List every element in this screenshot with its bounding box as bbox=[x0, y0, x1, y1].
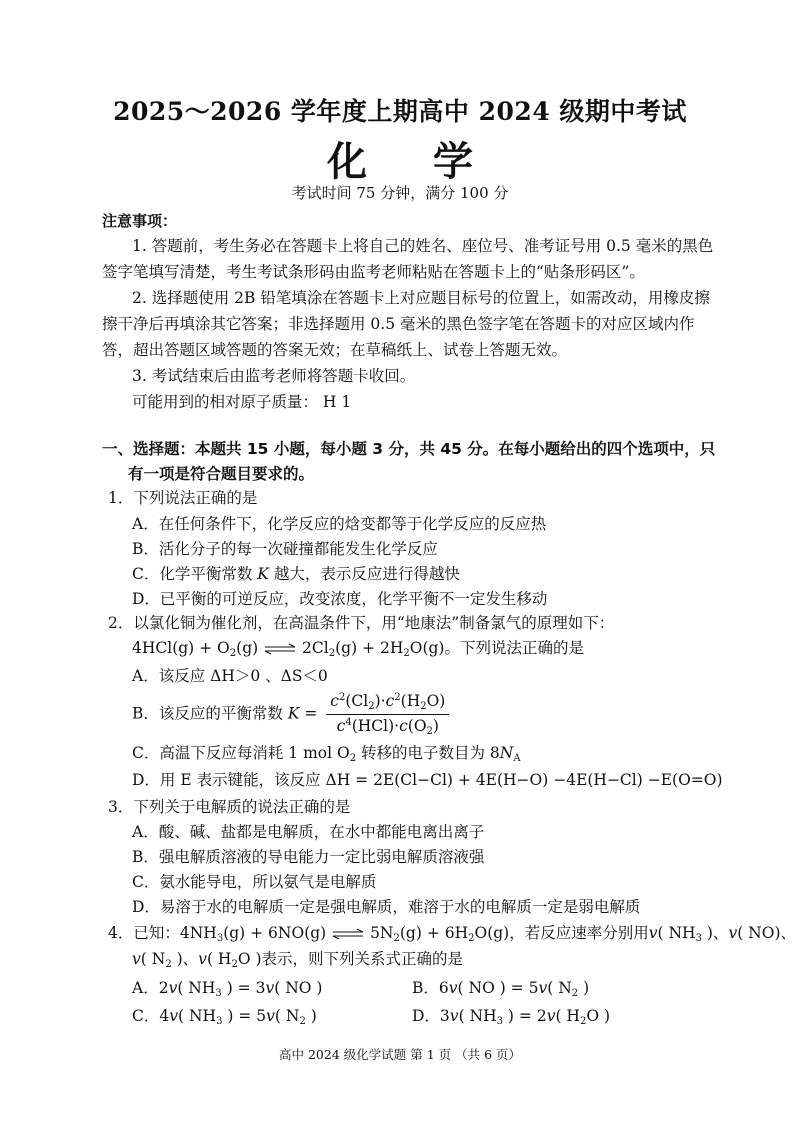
question-3-stem: 3．下列关于电解质的说法正确的是 bbox=[108, 798, 351, 816]
question-1-stem: 1．下列说法正确的是 bbox=[108, 489, 258, 507]
question-2-option-c-pre: C．高温下反应每消耗 1 mol O bbox=[132, 744, 350, 762]
question-4-option-c: C．4v( $NH_3$ ) = 5v( $N_2$ ) bbox=[132, 1007, 317, 1027]
notice-item-2-line3: 答，超出答题区域答题的答案无效；在草稿纸上、试卷上答题无效。 bbox=[102, 341, 568, 359]
question-3-option-b: B．强电解质溶液的导电能力一定比弱电解质溶液强 bbox=[132, 848, 485, 866]
question-2-stem-post: 。下列说法正确的是 bbox=[444, 639, 584, 657]
equilibrium-constant-fraction bbox=[326, 692, 449, 737]
notice-item-3 bbox=[102, 363, 700, 415]
notice-item-1-line2: 签字笔填写清楚，考生考试条形码由监考老师粘贴在答题卡上的“贴条形码区”。 bbox=[102, 263, 645, 281]
section-1-line2: 有一项是符合题目要求的。 bbox=[128, 465, 315, 483]
exam-time-info: 考试时间 75 分钟，满分 100 分 bbox=[291, 184, 509, 202]
notice-heading: 注意事项： bbox=[102, 212, 178, 230]
question-1-option-c-pre: C．化学平衡常数 bbox=[132, 565, 258, 583]
question-1-option-a: A．在任何条件下，化学反应的焓变都等于化学反应的反应热 bbox=[132, 515, 547, 533]
question-2-option-c: C．高温下反应每消耗 1 mol $O_2$ 转移的电子数目为 $8N_A$ bbox=[132, 744, 521, 764]
equilibrium-arrow-icon bbox=[331, 927, 365, 941]
equation-products: $2Cl_2(g) + 2H_2O(g)$ bbox=[302, 639, 445, 659]
fraction-denominator: $c^4(HCl)\cdot c(O_2)$ bbox=[336, 717, 439, 737]
question-4-stem-line2: v( $N_2$ )、v( $H_2O$ )表示，则下列关系式正确的是 bbox=[132, 950, 464, 970]
question-4-option-d: D．3v( $NH_3$ ) = 2v( $H_2O$ ) bbox=[412, 1007, 611, 1027]
exam-title: 2025～2026 学年度上期高中 2024 级期中考试 bbox=[113, 97, 687, 126]
fraction-numerator: $c^2(Cl_2)\cdot c^2(H_2O)$ bbox=[326, 692, 449, 715]
subject-title: 化 学 bbox=[327, 138, 499, 185]
section-1-line1: 一、选择题：本题共 15 小题，每小题 3 分，共 45 分。在每小题给出的四个选项中，只 bbox=[102, 440, 716, 458]
page-footer: 高中 2024 级化学试题 第 1 页 （共 6 页） bbox=[278, 1047, 521, 1062]
question-3-option-a: A．酸、碱、盐都是电解质，在水中都能电离出离子 bbox=[132, 823, 485, 841]
atomic-mass-text: 可能用到的相对原子质量： H 1 bbox=[132, 393, 352, 411]
section-1-heading bbox=[102, 437, 716, 487]
notice-item-1 bbox=[102, 233, 714, 285]
question-1-option-b: B．活化分子的每一次碰撞都能发生化学反应 bbox=[132, 540, 438, 558]
notice-item-2-line2: 擦干净后再填涂其它答案；非选择题用 0.5 毫米的黑色签字笔在答题卡的对应区域内作 bbox=[102, 315, 695, 333]
question-2-option-d: D．用 E 表示键能，该反应 ΔH = 2E(Cl−Cl) + 4E(H−O) −4E(H−Cl) −E(O=O) bbox=[132, 771, 723, 789]
question-1-option-c-post: 越大，表示反应进行得越快 bbox=[268, 565, 460, 583]
equilibrium-constant-symbol: K bbox=[257, 565, 269, 583]
question-4-stem-line2-post: 表示，则下列关系式正确的是 bbox=[261, 950, 464, 968]
question-3-option-c: C．氨水能导电，所以氨气是电解质 bbox=[132, 873, 377, 891]
question-2-option-b-pre: B．该反应的平衡常数 bbox=[132, 704, 283, 723]
equation-reactants: $4HCl(g) + O_2(g)$ bbox=[132, 639, 259, 659]
question-2-equation bbox=[132, 636, 584, 659]
question-2-option-c-mid: 转移的电子数目为 8 bbox=[356, 744, 500, 762]
question-1-option-c bbox=[132, 562, 460, 584]
question-2-option-b: B．该反应的平衡常数 K = $\frac{c^2(Cl_2)\cdot c^2(H_2O)}{c^4(HCl)\cdot c(O_2)}$ bbox=[132, 692, 449, 737]
question-3-option-d: D．易溶于水的电解质一定是强电解质，难溶于水的电解质一定是弱电解质 bbox=[132, 898, 641, 916]
question-2-stem: 2．以氯化铜为催化剂，在高温条件下，用“地康法”制备氯气的原理如下： bbox=[108, 614, 615, 632]
question-4-stem-pre: 4．已知： bbox=[108, 924, 180, 942]
notice-item-2 bbox=[102, 285, 710, 363]
question-4-stem-post: ，若反应速率分别用 bbox=[509, 924, 649, 942]
notice-item-3-text: 3. 考试结束后由监考老师将答题卡收回。 bbox=[132, 367, 416, 385]
question-4-option-b: B．6v( NO ) = 5v( $N_2$ ) bbox=[412, 979, 590, 999]
question-1-option-d: D．已平衡的可逆反应，改变浓度，化学平衡不一定发生移动 bbox=[132, 590, 548, 608]
question-4-stem: 4．已知：$4NH_3(g) + 6NO(g)$ $5N_2(g) + 6H_2O(g)$，若反应速率分别用v( $NH_3$ )、v( NO)、 bbox=[108, 924, 796, 944]
equilibrium-arrow-icon bbox=[263, 642, 297, 656]
notice-item-2-line1: 2. 选择题使用 2B 铅笔填涂在答题卡上对应题目标号的位置上，如需改动，用橡皮擦 bbox=[132, 289, 710, 307]
notice-item-1-line1: 1. 答题前，考生务必在答题卡上将自己的姓名、座位号、准考证号用 0.5 毫米的黑色 bbox=[132, 237, 714, 255]
question-4-option-a: A．2v( $NH_3$ ) = 3v( NO ) bbox=[132, 979, 323, 999]
question-2-option-a: A．该反应 ΔH＞0 、ΔS＜0 bbox=[132, 667, 328, 685]
